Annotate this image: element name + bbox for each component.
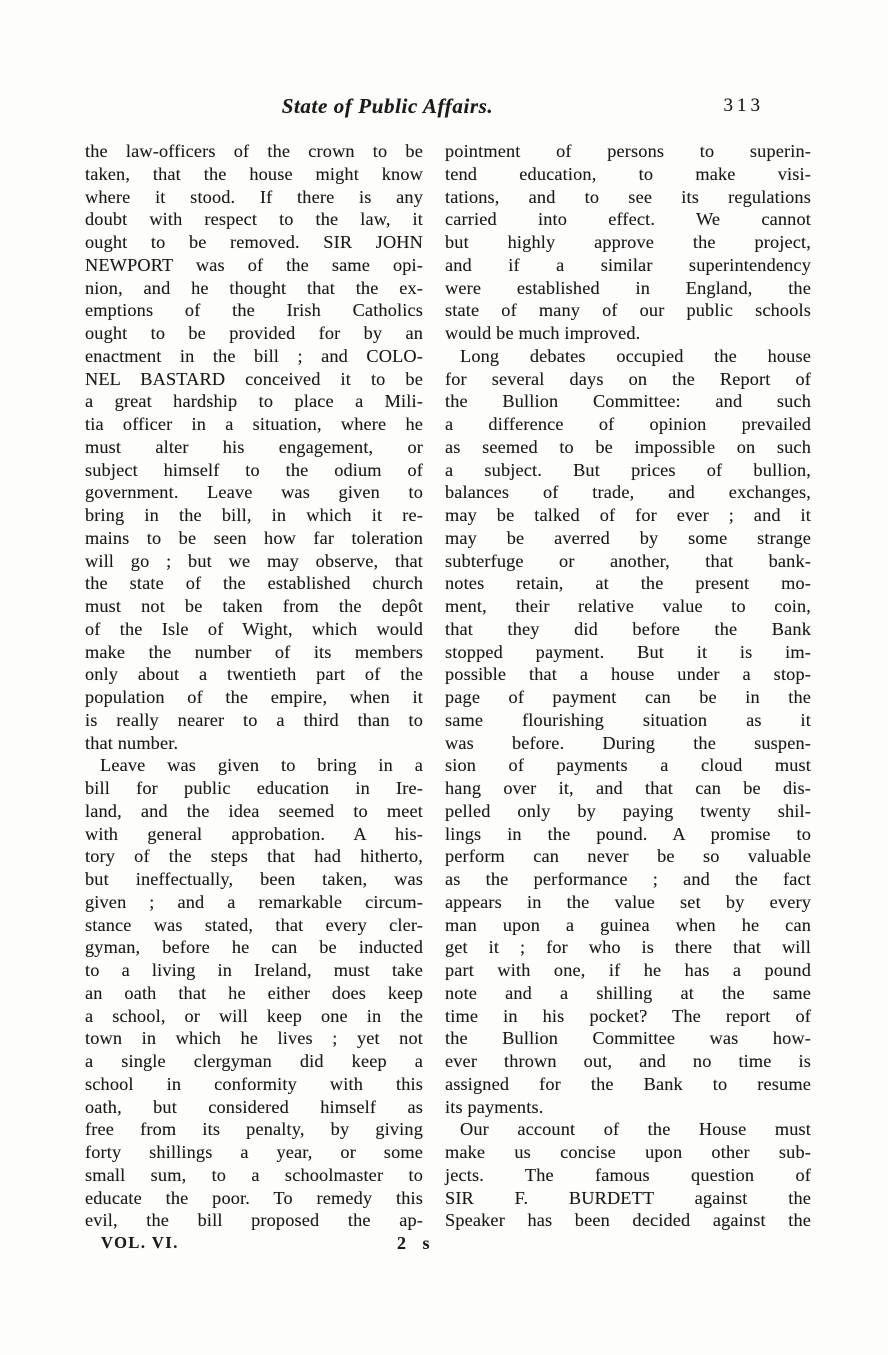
- volume-label: VOL. VI.: [101, 1233, 179, 1252]
- text-line: a difference of opinion prevailed: [445, 414, 811, 434]
- text-line: part with one, if he has a pound: [445, 960, 811, 980]
- text-line: school in conformity with this: [85, 1073, 423, 1094]
- text-line: same flourishing situation as it: [445, 709, 811, 730]
- text-line: doubt with respect to the law, it: [85, 209, 423, 230]
- text-line: small sum, to a schoolmaster to: [85, 1164, 423, 1185]
- page-number: 313: [723, 95, 764, 116]
- text-line: make us concise upon other sub-: [445, 1142, 811, 1162]
- running-title: State of Public Affairs.: [281, 94, 494, 118]
- text-line: enactment in the bill ; and COLO-: [85, 345, 423, 366]
- text-line: a subject. But prices of bullion,: [445, 459, 811, 480]
- text-line: a great hardship to place a Mili-: [85, 391, 423, 412]
- text-line: the law-officers of the crown to be: [85, 141, 423, 161]
- text-line: emptions of the Irish Catholics: [85, 300, 423, 321]
- text-line: bring in the bill, in which it re-: [85, 505, 423, 525]
- text-line: of the Isle of Wight, which would: [85, 618, 423, 639]
- text-line: sion of payments a cloud must: [445, 755, 811, 776]
- text-line: forty shillings a year, or some: [85, 1142, 423, 1162]
- page-header: [85, 94, 800, 124]
- text-line: were established in England, the: [445, 277, 811, 298]
- text-line: time in his pocket? The report of: [445, 1005, 811, 1026]
- text-line: subject himself to the odium of: [85, 459, 423, 480]
- text-line: hang over it, and that can be dis-: [445, 778, 811, 798]
- text-line: appears in the value set by every: [445, 891, 811, 912]
- text-line: tia officer in a situation, where he: [85, 414, 423, 434]
- text-line: NEWPORT was of the same opi-: [85, 254, 423, 275]
- text-line: free from its penalty, by giving: [85, 1119, 423, 1140]
- text-line: make the number of its members: [85, 641, 423, 662]
- text-line: town in which he lives ; yet not: [85, 1028, 423, 1049]
- text-line: assigned for the Bank to resume: [445, 1073, 811, 1094]
- text-line: that they did before the Bank: [445, 618, 811, 639]
- text-line: that number.: [85, 732, 179, 753]
- text-line: ment, their relative value to coin,: [445, 596, 811, 616]
- text-line: tend education, to make visi-: [445, 163, 811, 184]
- text-line: an oath that he either does keep: [85, 982, 423, 1003]
- text-line: Our account of the House must: [460, 1119, 811, 1140]
- text-line: and if a similar superintendency: [445, 254, 811, 275]
- text-line: possible that a house under a stop-: [445, 664, 811, 685]
- text-line: stopped payment. But it is im-: [445, 641, 811, 662]
- text-line: bill for public education in Ire-: [85, 778, 423, 798]
- text-line: ought to be provided for by an: [85, 323, 423, 343]
- text-line: ever thrown out, and no time is: [445, 1051, 811, 1071]
- right-column: [445, 140, 811, 1232]
- text-line: a single clergyman did keep a: [85, 1051, 423, 1071]
- text-line: as the performance ; and the fact: [445, 869, 811, 889]
- text-line: pelled only by paying twenty shil-: [445, 800, 811, 821]
- text-line: government. Leave was given to: [85, 482, 423, 503]
- text-line: is really nearer to a third than to: [85, 709, 423, 730]
- text-line: must not be taken from the depôt: [85, 596, 423, 616]
- text-line: may be talked of for ever ; and it: [445, 505, 811, 525]
- text-line: evil, the bill proposed the ap-: [85, 1210, 423, 1231]
- text-line: gyman, before he can be inducted: [85, 937, 423, 958]
- text-line: tations, and to see its regulations: [445, 186, 811, 207]
- text-line: as seemed to be impossible on such: [445, 436, 811, 457]
- text-line: educate the poor. To remedy this: [85, 1187, 423, 1208]
- text-line: NEL BASTARD conceived it to be: [85, 368, 423, 389]
- text-line: jects. The famous question of: [445, 1164, 811, 1185]
- text-line: nion, and he thought that the ex-: [85, 277, 423, 298]
- text-line: only about a twentieth part of the: [85, 664, 423, 685]
- text-line: balances of trade, and exchanges,: [445, 482, 811, 503]
- text-line: man upon a guinea when he can: [445, 914, 811, 935]
- text-line: given ; and a remarkable circum-: [85, 891, 423, 912]
- text-line: state of many of our public schools: [445, 300, 811, 321]
- text-line: where it stood. If there is any: [85, 186, 423, 207]
- text-line: ought to be removed. SIR JOHN: [85, 232, 423, 252]
- text-line: the Bullion Committee: and such: [445, 391, 811, 412]
- text-line: a school, or will keep one in the: [85, 1005, 423, 1026]
- left-column: [85, 140, 423, 1232]
- text-line: Leave was given to bring in a: [100, 755, 423, 776]
- text-line: population of the empire, when it: [85, 687, 423, 707]
- text-columns: [85, 140, 811, 1232]
- text-line: subterfuge or another, that bank-: [445, 550, 811, 571]
- page-footer: [85, 1233, 800, 1259]
- text-line: stance was stated, that every cler-: [85, 914, 423, 935]
- text-line: but highly approve the project,: [445, 232, 811, 252]
- text-line: but ineffectually, been taken, was: [85, 869, 423, 889]
- text-line: its payments.: [445, 1096, 544, 1117]
- text-line: would be much improved.: [445, 323, 641, 343]
- text-line: note and a shilling at the same: [445, 982, 811, 1003]
- text-line: must alter his engagement, or: [85, 436, 423, 457]
- text-line: taken, that the house might know: [85, 163, 423, 184]
- text-line: land, and the idea seemed to meet: [85, 800, 423, 821]
- text-line: was before. During the suspen-: [445, 732, 811, 753]
- text-line: carried into effect. We cannot: [445, 209, 811, 230]
- text-line: oath, but considered himself as: [85, 1096, 423, 1117]
- text-line: pointment of persons to superin-: [445, 141, 811, 161]
- text-line: to a living in Ireland, must take: [85, 960, 423, 980]
- text-line: with general approbation. A his-: [85, 823, 423, 844]
- text-line: tory of the steps that had hitherto,: [85, 846, 423, 867]
- text-line: perform can never be so valuable: [445, 846, 811, 867]
- text-line: SIR F. BURDETT against the: [445, 1187, 811, 1208]
- text-line: the state of the established church: [85, 573, 423, 594]
- text-line: the Bullion Committee was how-: [445, 1028, 811, 1049]
- text-line: lings in the pound. A promise to: [445, 823, 811, 844]
- text-line: mains to be seen how far toleration: [85, 527, 423, 548]
- text-line: may be averred by some strange: [445, 527, 811, 548]
- text-line: page of payment can be in the: [445, 687, 811, 707]
- text-line: Speaker has been decided against the: [445, 1210, 811, 1231]
- text-line: for several days on the Report of: [445, 368, 811, 389]
- text-line: will go ; but we may observe, that: [85, 550, 423, 571]
- signature-mark: 2 s: [397, 1233, 436, 1253]
- text-line: get it ; for who is there that will: [445, 937, 811, 958]
- text-line: notes retain, at the present mo-: [445, 573, 811, 594]
- text-line: Long debates occupied the house: [460, 345, 811, 366]
